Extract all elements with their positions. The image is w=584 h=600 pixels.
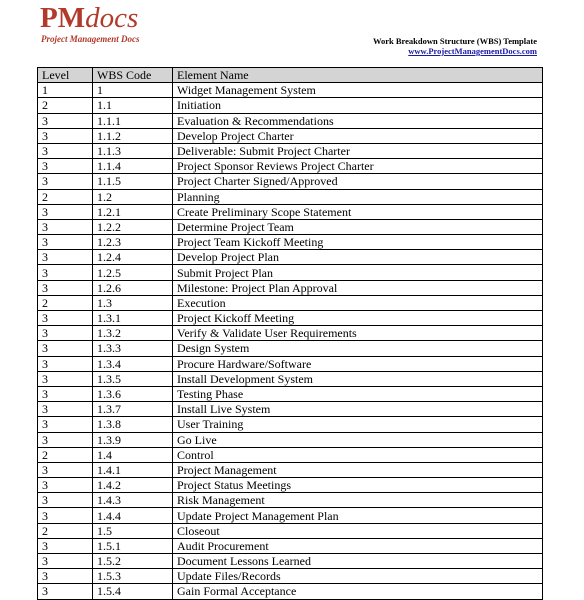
level-cell: 3 <box>38 113 93 128</box>
level-cell: 3 <box>38 174 93 189</box>
table-row <box>38 371 543 386</box>
column-header-element-name: Element Name <box>173 68 543 83</box>
wbs-code-cell: 1.1.5 <box>93 174 173 189</box>
pmdocs-logo <box>40 3 140 44</box>
element-name-cell: Closeout <box>173 523 543 538</box>
logo-wordmark <box>40 3 140 33</box>
column-header-wbs-code: WBS Code <box>93 68 173 83</box>
level-cell: 1 <box>38 83 93 98</box>
wbs-code-cell: 1.2.6 <box>93 280 173 295</box>
table-row <box>38 113 543 128</box>
element-name-cell: Evaluation & Recommendations <box>173 113 543 128</box>
element-name-cell: Install Development System <box>173 371 543 386</box>
table-row <box>38 265 543 280</box>
template-title: Work Breakdown Structure (WBS) Template <box>372 36 537 46</box>
level-cell: 3 <box>38 341 93 356</box>
table-row <box>38 478 543 493</box>
wbs-code-cell: 1.4 <box>93 447 173 462</box>
wbs-code-cell: 1.2.4 <box>93 250 173 265</box>
table-row <box>38 462 543 477</box>
element-name-cell: User Training <box>173 417 543 432</box>
element-name-cell: Go Live <box>173 432 543 447</box>
level-cell: 3 <box>38 311 93 326</box>
document-header <box>373 36 537 56</box>
table-row <box>38 402 543 417</box>
level-cell: 3 <box>38 219 93 234</box>
wbs-code-cell: 1.3.3 <box>93 341 173 356</box>
element-name-cell: Verify & Validate User Requirements <box>173 326 543 341</box>
level-cell: 3 <box>38 478 93 493</box>
column-header-level: Level <box>38 68 93 83</box>
table-row <box>38 174 543 189</box>
wbs-code-cell: 1.3.7 <box>93 402 173 417</box>
element-name-cell: Project Team Kickoff Meeting <box>173 235 543 250</box>
table-body <box>38 83 543 599</box>
table-row <box>38 280 543 295</box>
wbs-code-cell: 1.1.2 <box>93 128 173 143</box>
wbs-code-cell: 1.1.3 <box>93 143 173 158</box>
level-cell: 3 <box>38 280 93 295</box>
element-name-cell: Deliverable: Submit Project Charter <box>173 143 543 158</box>
element-name-cell: Execution <box>173 295 543 310</box>
level-cell: 3 <box>38 143 93 158</box>
element-name-cell: Update Project Management Plan <box>173 508 543 523</box>
wbs-code-cell: 1.1.4 <box>93 159 173 174</box>
logo-pm-text: PM <box>40 2 86 34</box>
level-cell: 3 <box>38 326 93 341</box>
table-row <box>38 432 543 447</box>
level-cell: 3 <box>38 386 93 401</box>
wbs-code-cell: 1.2.1 <box>93 204 173 219</box>
wbs-code-cell: 1.5 <box>93 523 173 538</box>
element-name-cell: Project Charter Signed/Approved <box>173 174 543 189</box>
level-cell: 2 <box>38 189 93 204</box>
element-name-cell: Develop Project Plan <box>173 250 543 265</box>
element-name-cell: Design System <box>173 341 543 356</box>
wbs-code-cell: 1.2.2 <box>93 219 173 234</box>
level-cell: 3 <box>38 538 93 553</box>
wbs-code-cell: 1.3 <box>93 295 173 310</box>
level-cell: 3 <box>38 250 93 265</box>
element-name-cell: Document Lessons Learned <box>173 554 543 569</box>
wbs-code-cell: 1 <box>93 83 173 98</box>
table-row <box>38 569 543 584</box>
level-cell: 3 <box>38 584 93 599</box>
level-cell: 3 <box>38 493 93 508</box>
wbs-code-cell: 1.3.2 <box>93 326 173 341</box>
level-cell: 2 <box>38 447 93 462</box>
table-row <box>38 159 543 174</box>
table-row <box>38 386 543 401</box>
level-cell: 3 <box>38 235 93 250</box>
level-cell: 3 <box>38 356 93 371</box>
wbs-code-cell: 1.4.1 <box>93 462 173 477</box>
level-cell: 3 <box>38 159 93 174</box>
wbs-code-cell: 1.5.1 <box>93 538 173 553</box>
wbs-table <box>37 67 543 600</box>
level-cell: 3 <box>38 432 93 447</box>
table-header-row <box>38 68 543 83</box>
element-name-cell: Initiation <box>173 98 543 113</box>
website-link[interactable]: www.ProjectManagementDocs.com <box>408 46 537 56</box>
element-name-cell: Install Live System <box>173 402 543 417</box>
table-row <box>38 538 543 553</box>
element-name-cell: Determine Project Team <box>173 219 543 234</box>
table-row <box>38 341 543 356</box>
table-row <box>38 204 543 219</box>
wbs-code-cell: 1.4.3 <box>93 493 173 508</box>
level-cell: 2 <box>38 98 93 113</box>
element-name-cell: Submit Project Plan <box>173 265 543 280</box>
level-cell: 3 <box>38 265 93 280</box>
level-cell: 3 <box>38 204 93 219</box>
wbs-code-cell: 1.3.8 <box>93 417 173 432</box>
table-row <box>38 584 543 599</box>
table-row <box>38 493 543 508</box>
table-row <box>38 554 543 569</box>
table-row <box>38 295 543 310</box>
element-name-cell: Project Management <box>173 462 543 477</box>
element-name-cell: Testing Phase <box>173 386 543 401</box>
table-row <box>38 98 543 113</box>
wbs-code-cell: 1.5.3 <box>93 569 173 584</box>
element-name-cell: Project Sponsor Reviews Project Charter <box>173 159 543 174</box>
table-row <box>38 83 543 98</box>
element-name-cell: Develop Project Charter <box>173 128 543 143</box>
table-row <box>38 508 543 523</box>
wbs-code-cell: 1.4.2 <box>93 478 173 493</box>
level-cell: 3 <box>38 462 93 477</box>
level-cell: 2 <box>38 523 93 538</box>
element-name-cell: Audit Procurement <box>173 538 543 553</box>
table-row <box>38 250 543 265</box>
element-name-cell: Gain Formal Acceptance <box>173 584 543 599</box>
wbs-code-cell: 1.2 <box>93 189 173 204</box>
table-row <box>38 143 543 158</box>
table-row <box>38 311 543 326</box>
wbs-code-cell: 1.2.5 <box>93 265 173 280</box>
element-name-cell: Procure Hardware/Software <box>173 356 543 371</box>
element-name-cell: Project Status Meetings <box>173 478 543 493</box>
element-name-cell: Project Kickoff Meeting <box>173 311 543 326</box>
level-cell: 3 <box>38 508 93 523</box>
wbs-code-cell: 1.4.4 <box>93 508 173 523</box>
wbs-code-cell: 1.3.4 <box>93 356 173 371</box>
logo-tagline: Project Management Docs <box>41 34 140 44</box>
element-name-cell: Milestone: Project Plan Approval <box>173 280 543 295</box>
table-row <box>38 189 543 204</box>
element-name-cell: Update Files/Records <box>173 569 543 584</box>
level-cell: 3 <box>38 569 93 584</box>
element-name-cell: Control <box>173 447 543 462</box>
wbs-code-cell: 1.3.1 <box>93 311 173 326</box>
table-row <box>38 128 543 143</box>
element-name-cell: Planning <box>173 189 543 204</box>
element-name-cell: Risk Management <box>173 493 543 508</box>
logo-docs-text: docs <box>85 2 139 34</box>
wbs-code-cell: 1.5.2 <box>93 554 173 569</box>
level-cell: 3 <box>38 417 93 432</box>
level-cell: 2 <box>38 295 93 310</box>
level-cell: 3 <box>38 554 93 569</box>
table-row <box>38 523 543 538</box>
wbs-code-cell: 1.2.3 <box>93 235 173 250</box>
element-name-cell: Widget Management System <box>173 83 543 98</box>
table-row <box>38 447 543 462</box>
table-row <box>38 356 543 371</box>
level-cell: 3 <box>38 128 93 143</box>
wbs-code-cell: 1.3.6 <box>93 386 173 401</box>
wbs-code-cell: 1.3.9 <box>93 432 173 447</box>
table-row <box>38 417 543 432</box>
wbs-code-cell: 1.1.1 <box>93 113 173 128</box>
table-row <box>38 235 543 250</box>
level-cell: 3 <box>38 371 93 386</box>
element-name-cell: Create Preliminary Scope Statement <box>173 204 543 219</box>
table-row <box>38 219 543 234</box>
wbs-code-cell: 1.3.5 <box>93 371 173 386</box>
wbs-code-cell: 1.5.4 <box>93 584 173 599</box>
table-row <box>38 326 543 341</box>
wbs-code-cell: 1.1 <box>93 98 173 113</box>
level-cell: 3 <box>38 402 93 417</box>
